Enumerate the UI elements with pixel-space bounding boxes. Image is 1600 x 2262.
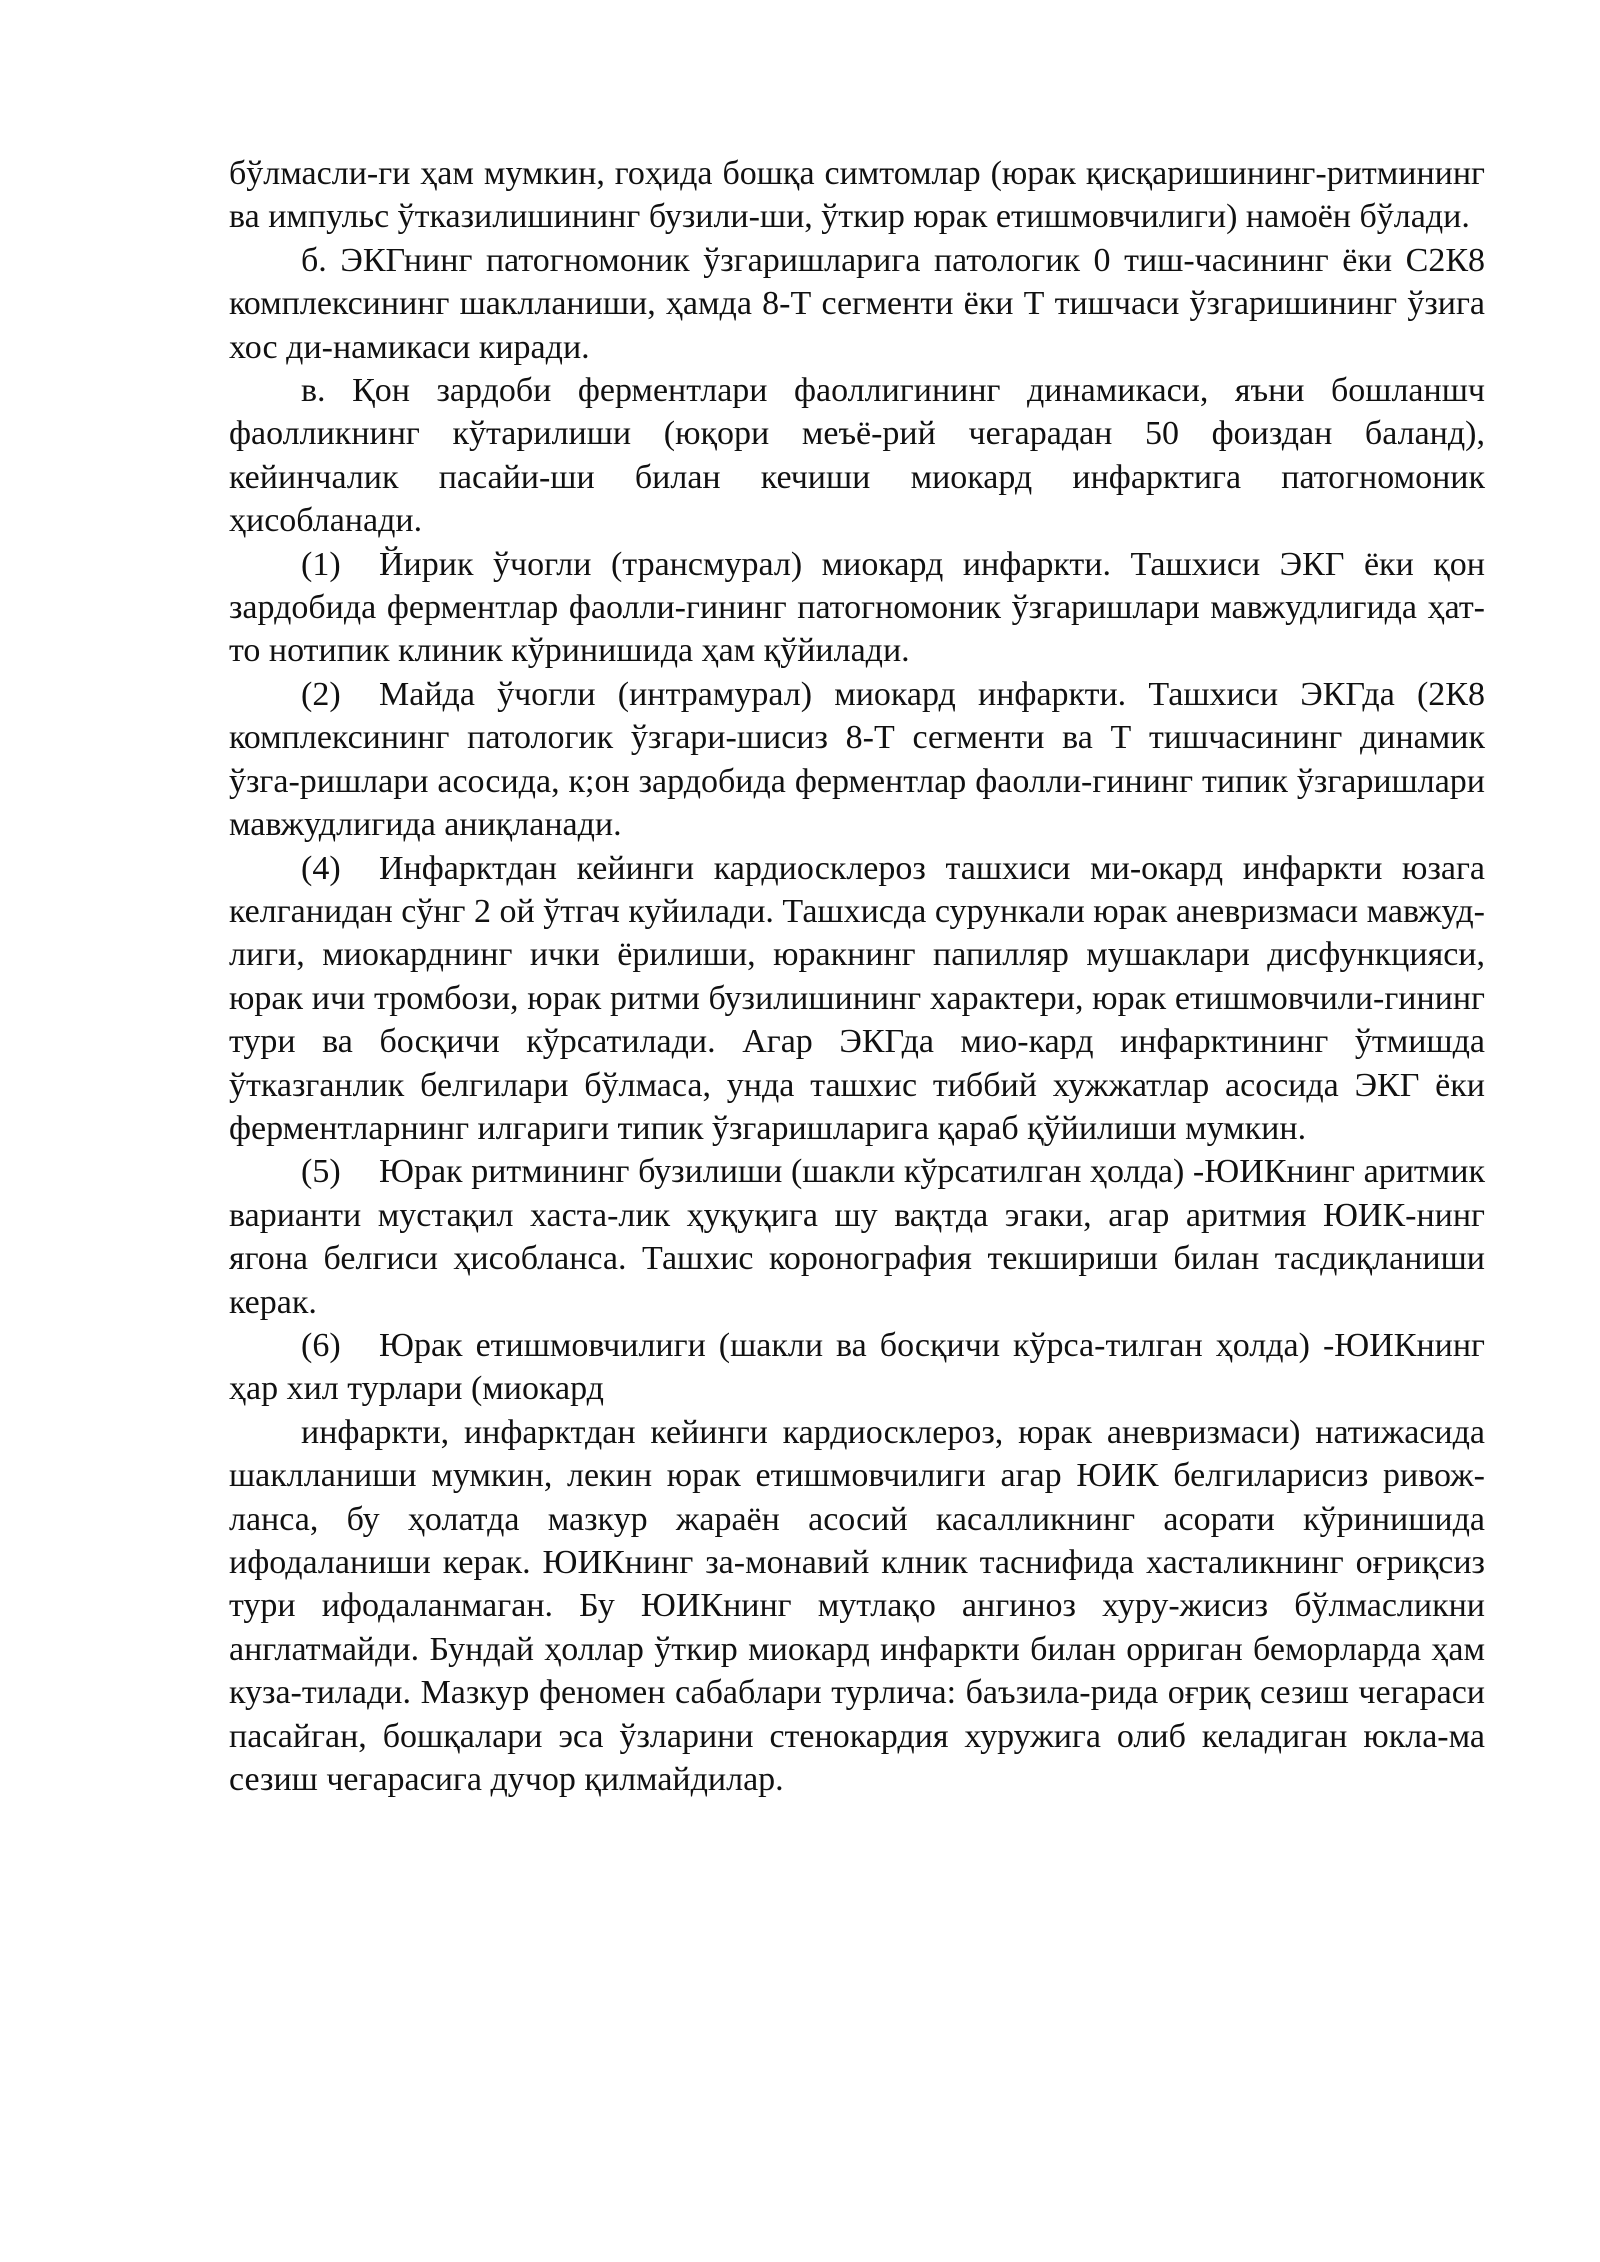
paragraph-text: Юрак ритмининг бузилиши (шакли кўрсатилган ҳолда) -ЮИКнинг аритмик варианти мустақил хаста-лик ҳуқуқига шу вақтда эгаки, агар аритмия ЮИК-нинг ягона белгиси ҳисобланса. Ташхис коронография текшириши билан тасдиқланиши керак.: [229, 1153, 1485, 1321]
paragraph-text: инфаркти, инфарктдан кейинги кардиосклероз, юрак аневризмаси) натижасида шаклланиши мумкин, лекин юрак етишмовчилиги агар ЮИК белгиларисиз ривож-ланса, бу ҳолатда мазкур жараён асосий касалликнинг асорати кўринишида ифодаланиши керак. ЮИКнинг за-монавий клник таснифида хасталикнинг оғриқсиз тури ифодаланмаган. Бу ЮИКнинг мутлақо ангиноз хуру-жисиз бўлмасликни англатмайди. Бундай ҳоллар ўткир миокард инфаркти билан орриган беморларда ҳам куза-тилади. Мазкур феномен сабаблари турлича: баъзила-рида оғриқ сезиш чегараси пасайган, бошқалари эса ўзларини стенокардия хуружига олиб келадиган юкла-ма сезиш чегарасига дучор қилмайдилар.: [229, 1413, 1485, 1799]
item-number: (6): [301, 1326, 341, 1364]
item-number: (4): [301, 849, 341, 887]
paragraph-item-1: [229, 543, 1485, 673]
paragraph-text: Юрак етишмовчилиги (шакли ва босқичи кўрса-тилган ҳолда) -ЮИКнинг ҳар хил турлари (миокард: [229, 1326, 1485, 1408]
paragraph-text: Инфарктдан кейинги кардиосклероз ташхиси ми-окард инфаркти юзага келганидан сўнг 2 ой ўтгач куйилади. Ташхисда сурункали юрак аневризмаси мавжуд-лиги, миокарднинг ички ёрилиши, юракнинг папилляр мушаклари дисфункцияси, юрак ичи тромбози, юрак ритми бузилишининг характери, юрак етишмовчили-гининг тури ва босқичи кўрсатилади. Агар ЭКГда мио-кард инфарктининг ўтмишда ўтказганлик белгилари бўлмаса, унда ташхис тиббий хужжатлар асосида ЭКГ ёки ферментларнинг илгариги типик ўзгаришларига қараб қўйилиши мумкин.: [229, 849, 1485, 1147]
item-number: (5): [301, 1153, 341, 1191]
paragraph-v: [229, 369, 1485, 543]
paragraph-item-6: [229, 1324, 1485, 1411]
item-number: (1): [301, 545, 341, 583]
paragraph-continuation: [229, 152, 1485, 239]
document-page: [229, 152, 1485, 1801]
paragraph-text: бўлмасли-ги ҳам мумкин, гоҳида бошқа симтомлар (юрак қисқаришининг-ритмининг ва импульс ўтказилишининг бузили-ши, ўткир юрак етишмовчилиги) намоён бўлади.: [229, 155, 1485, 236]
item-number: (2): [301, 675, 341, 713]
paragraph-item-2: [229, 673, 1485, 847]
paragraph-b: [229, 239, 1485, 369]
paragraph-item-6-continued: [229, 1411, 1485, 1802]
paragraph-text: б. ЭКГнинг патогномоник ўзгаришларига патологик 0 тиш-часининг ёки С2К8 комплексининг шаклланиши, ҳамда 8-Т сегменти ёки Т тишчаси ўзгаришининг ўзига хос ди-намикаси киради.: [229, 241, 1485, 366]
paragraph-text: Йирик ўчогли (трансмурал) миокард инфаркти. Ташхиси ЭКГ ёки қон зардобида ферментлар фаолли-гининг патогномоник ўзгаришлари мавжудлигида ҳат-то нотипик клиник кўринишида ҳам қўйилади.: [229, 545, 1485, 670]
paragraph-text: в. Қон зардоби ферментлари фаоллигининг динамикаси, яъни бошланшч фаолликнинг кўтарилиши (юқори меъё-рий чегарадан 50 фоиздан баланд), кейинчалик пасайи-ши билан кечиши миокард инфарктига патогномоник ҳисобланади.: [229, 372, 1485, 540]
paragraph-text: Майда ўчогли (интрамурал) миокард инфаркти. Ташхиси ЭКГда (2К8 комплексининг патологик ўзгари-шисиз 8-Т сегменти ва Т тишчасининг динамик ўзга-ришлари асосида, к;он зардобида ферментлар фаолли-гининг типик ўзгаришлари мавжудлигида аниқланади.: [229, 675, 1485, 844]
paragraph-item-5: [229, 1150, 1485, 1324]
paragraph-item-4: [229, 847, 1485, 1151]
